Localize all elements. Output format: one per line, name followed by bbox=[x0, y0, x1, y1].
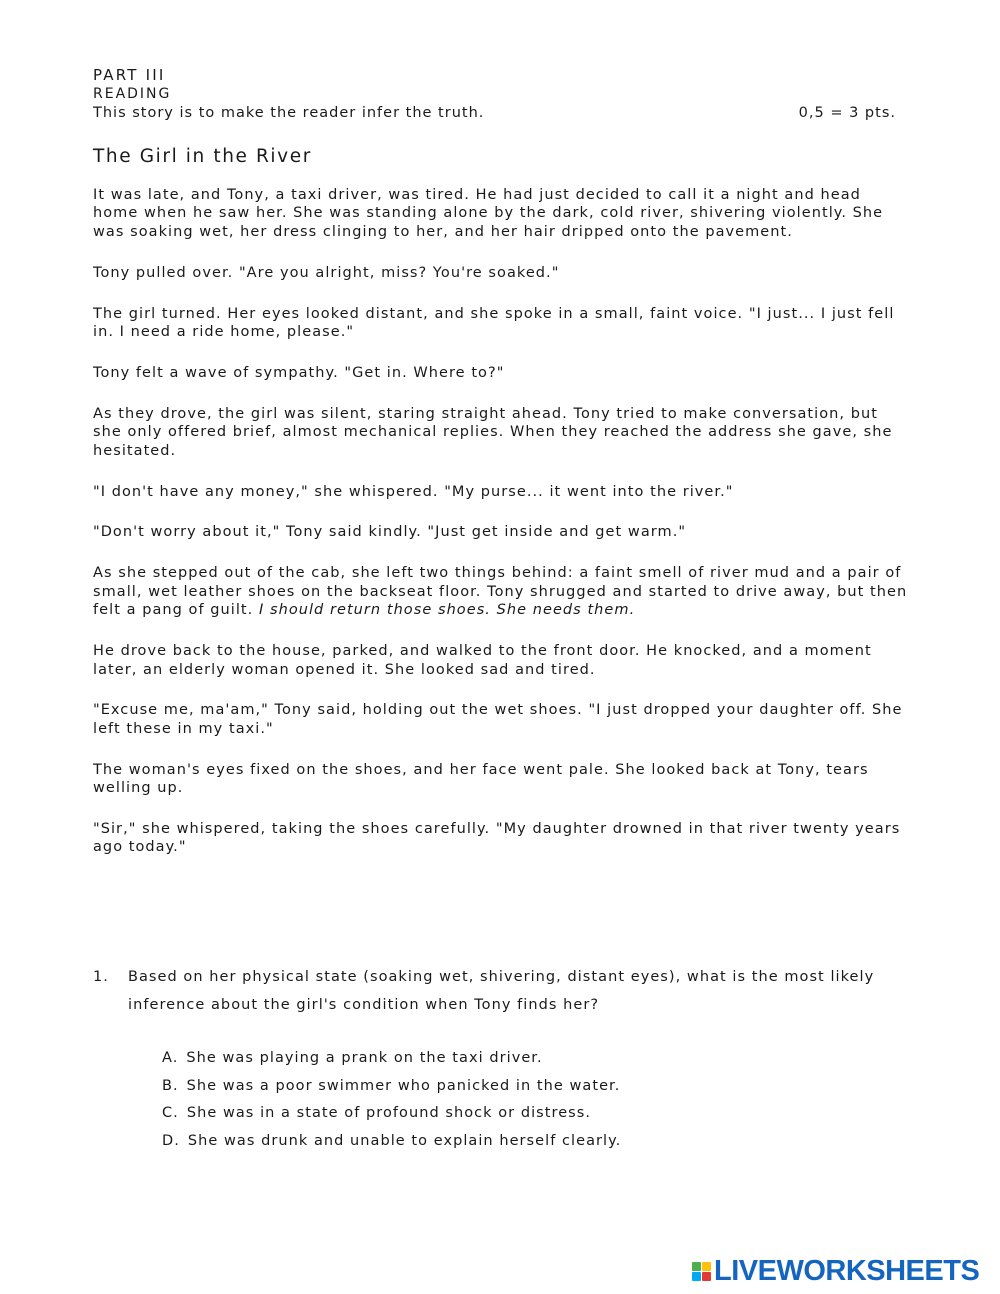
option-text: She was in a state of profound shock or distress. bbox=[186, 1105, 592, 1122]
question-text: Based on her physical state (soaking wet, shivering, distant eyes), what is the most likely inference about the girl's condition when Tony finds her? bbox=[128, 969, 875, 1013]
story-paragraph: The girl turned. Her eyes looked distant, and she spoke in a small, faint voice. "I just... I just fell in. I need a ride home, please." bbox=[93, 305, 895, 341]
story-paragraph bbox=[93, 564, 908, 619]
option-text: She was drunk and unable to explain herself clearly. bbox=[187, 1132, 622, 1149]
logo-mark-icon bbox=[692, 1261, 711, 1282]
story-italic-thought: I should return those shoes. She needs them. bbox=[258, 602, 636, 619]
story-title: The Girl in the River bbox=[93, 146, 312, 167]
option-letter: D. bbox=[162, 1132, 180, 1149]
story-paragraph: Tony felt a wave of sympathy. "Get in. Where to?" bbox=[93, 364, 505, 381]
logo-square-red bbox=[702, 1272, 711, 1281]
question-1 bbox=[93, 963, 908, 1155]
story-paragraph: "Don't worry about it," Tony said kindly. "Just get inside and get warm." bbox=[93, 524, 687, 541]
worksheet-page bbox=[93, 66, 908, 879]
story-paragraph: He drove back to the house, parked, and walked to the front door. He knocked, and a moment later, an elderly woman opened it. She looked sad and tired. bbox=[93, 643, 872, 678]
section-heading: READING bbox=[93, 86, 172, 102]
option-a[interactable] bbox=[162, 1045, 908, 1073]
story-body bbox=[93, 186, 908, 857]
story-paragraph: "Sir," she whispered, taking the shoes carefully. "My daughter drowned in that river twenty years ago today." bbox=[93, 821, 901, 856]
liveworksheets-logo[interactable] bbox=[692, 1256, 979, 1286]
story-paragraph: The woman's eyes fixed on the shoes, and her face went pale. She looked back at Tony, tears welling up. bbox=[93, 761, 869, 797]
points-label: 0,5 = 3 pts. bbox=[798, 105, 896, 121]
logo-text: LIVEWORKSHEETS bbox=[714, 1255, 980, 1287]
story-text: As she stepped out of the cab, she left two things behind: a faint smell of river mud and a pair of small, wet leather shoes on the backseat floor. Tony shrugged and started to drive away, but then felt a pang of guilt. bbox=[93, 565, 908, 619]
story-paragraph: As they drove, the girl was silent, staring straight ahead. Tony tried to make conversation, but she only offered brief, almost mechanical replies. When they reached the address she gave, she hesitated. bbox=[93, 405, 893, 459]
logo-square-yellow bbox=[702, 1262, 711, 1271]
story-paragraph: Tony pulled over. "Are you alright, miss? You're soaked." bbox=[93, 264, 560, 281]
option-d[interactable] bbox=[162, 1128, 908, 1156]
question-row bbox=[93, 963, 908, 1019]
option-letter: A. bbox=[162, 1050, 179, 1066]
logo-square-blue bbox=[692, 1272, 701, 1281]
option-letter: C. bbox=[162, 1105, 179, 1122]
instruction-row bbox=[93, 104, 908, 123]
option-text: She was a poor swimmer who panicked in the water. bbox=[186, 1077, 621, 1094]
option-b[interactable] bbox=[162, 1073, 908, 1101]
story-paragraph: "Excuse me, ma'am," Tony said, holding out the wet shoes. "I just dropped your daughter off. She left these in my taxi." bbox=[93, 702, 903, 737]
answer-options bbox=[162, 1045, 908, 1155]
option-c[interactable] bbox=[162, 1100, 908, 1128]
logo-square-green bbox=[692, 1262, 701, 1271]
story-paragraph: It was late, and Tony, a taxi driver, was tired. He had just decided to call it a night and head home when he saw her. She was standing alone by the dark, cold river, shivering violently. She was soaking wet, her dress clinging to her, and her hair dripped onto the pavement. bbox=[93, 187, 884, 240]
story-paragraph: "I don't have any money," she whispered. "My purse... it went into the river." bbox=[93, 483, 734, 500]
question-number: 1. bbox=[93, 969, 109, 985]
part-heading: PART III bbox=[93, 66, 166, 84]
option-letter: B. bbox=[162, 1077, 179, 1094]
option-text: She was playing a prank on the taxi driver. bbox=[186, 1050, 543, 1066]
instruction-text: This story is to make the reader infer the truth. bbox=[93, 105, 485, 121]
